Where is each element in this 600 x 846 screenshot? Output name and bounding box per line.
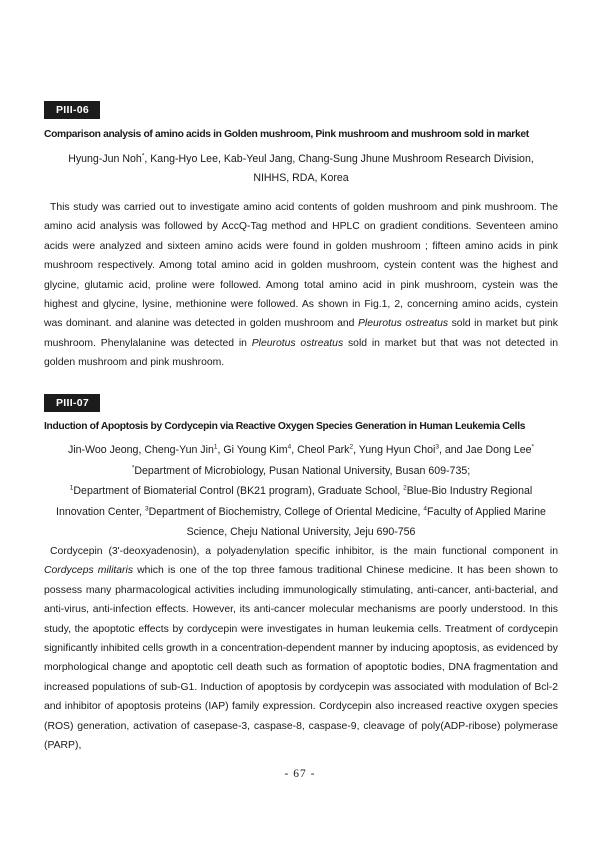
affiliation-marker: 4 [423, 504, 427, 512]
author-marker: * [141, 152, 145, 160]
abstract-title: Induction of Apoptosis by Cordycepin via Reactive Oxygen Species Generation in Human Leukemia Cells [44, 421, 526, 432]
author-marker: * [531, 443, 535, 451]
abstract-code-badge: PIII-07 [44, 394, 100, 412]
abstract-authors [44, 150, 558, 188]
abstract-authors [44, 440, 558, 543]
author-text: , Kang-Hyo Lee, Kab-Yeul Jang, Chang-Sung Jhune Mushroom Research Division, [144, 153, 534, 165]
body-text: Cordycepin (3'-deoxyadenosin), a polyadenylation specific inhibitor, is the main functional component in [50, 546, 558, 557]
affiliation-text: Faculty of Applied Marine [427, 505, 546, 518]
author-text: , Gi Young Kim [217, 444, 288, 456]
page-number: - 67 - [284, 768, 316, 780]
author-text: , Cheol Park [291, 444, 350, 456]
abstract-body [44, 542, 558, 755]
author-text: Jin-Woo Jeong, Cheng-Yun Jin [67, 444, 214, 456]
affiliation-marker: 3 [144, 504, 149, 512]
affiliation-marker: * [131, 463, 135, 471]
author-marker: 3 [435, 443, 439, 451]
affiliation-marker: 2 [403, 484, 407, 492]
body-text: sold in market but that was not detected in golden mushroom and pink mushroom. [44, 337, 558, 369]
affiliation-text: Science, Cheju National University, Jeju 690-756 [186, 526, 416, 538]
body-text: sold in market but pink mushroom. Phenylalanine was detected in [44, 318, 558, 349]
affiliation-text: Department of Biochemistry, College of Oriental Medicine, [148, 505, 424, 518]
author-text: , Yung Hyun Choi [353, 444, 436, 456]
affiliation-text: Department of Biomaterial Control (BK21 program), Graduate School, [73, 485, 404, 497]
species-name: Pleurotus ostreatus [357, 318, 449, 330]
species-name: Cordyceps militaris [44, 565, 134, 577]
body-text: which is one of the top three famous traditional Chinese medicine. It has been shown to possess many pharmacological activities including immunologically stimulating, anti-cancer, anti-bacterial, and anti-virus, anti-infection effects. However, its anti-cancer molecular mechanisms are poorly understood. In this study, the apoptotic effects by cordycepin were investigates in human leukemia cells. Treatment of cordycepin significantly inhibited cells growth in a concentration-dependent manner by inducing apoptosis, as evidenced by morphological change and apoptotic cell death such as formation of apoptotic bodies, DNA fragmentation and increased populations of sub-G1. Induction of apoptosis by cordycepin was associated with modulation of Bcl-2 and inhibitor of apoptosis proteins (IAP) family expression. Cordycepin also increased reactive oxygen species (ROS) generation, activation of casepase-3, caspase-8, caspase-9, cleavage of poly(ADP-ribose) polymerase (PARP), [44, 565, 558, 752]
author-marker: 2 [349, 443, 354, 451]
affiliation-marker: 1 [69, 484, 74, 492]
author-text: Hyung-Jun Noh [68, 153, 142, 165]
author-marker: 1 [213, 443, 218, 451]
abstract-title: Comparison analysis of amino acids in Golden mushroom, Pink mushroom and mushroom sold in market [44, 129, 529, 140]
species-name: Pleurotus ostreatus [251, 337, 344, 349]
affiliation-text: NIHHS, RDA, Korea [253, 172, 349, 184]
author-marker: 4 [287, 443, 292, 451]
abstract-body [44, 198, 558, 373]
affiliation-text: Blue-Bio Industry Regional [406, 485, 533, 497]
affiliation-text: Department of Microbiology, Pusan National University, Busan 609-735; [134, 464, 471, 477]
abstract-code-badge: PIII-06 [44, 101, 100, 119]
body-text: This study was carried out to investigate amino acid contents of golden mushroom and pink mushroom. The amino acid analysis was followed by AccQ-Tag method and HPLC on gradient conditions. Seventeen amino acids were analyzed and sixteen amino acids were found in golden mushroom ; fifteen amino acids in pink mushroom respectively. Among total amino acid in golden mushroom, cystein content was the highest and glycine, glutamic acid, proline were followed. Among total amino acid in pink mushroom, cystein was the highest and glycine, lysine, methionine were followed. As shown in Fig.1, 2, concerning amino acids, cystein was dominant. and alanine was detected in golden mushroom and [44, 202, 558, 330]
affiliation-text: Innovation Center, [56, 505, 145, 518]
author-text: , and Jae Dong Lee [439, 444, 532, 456]
